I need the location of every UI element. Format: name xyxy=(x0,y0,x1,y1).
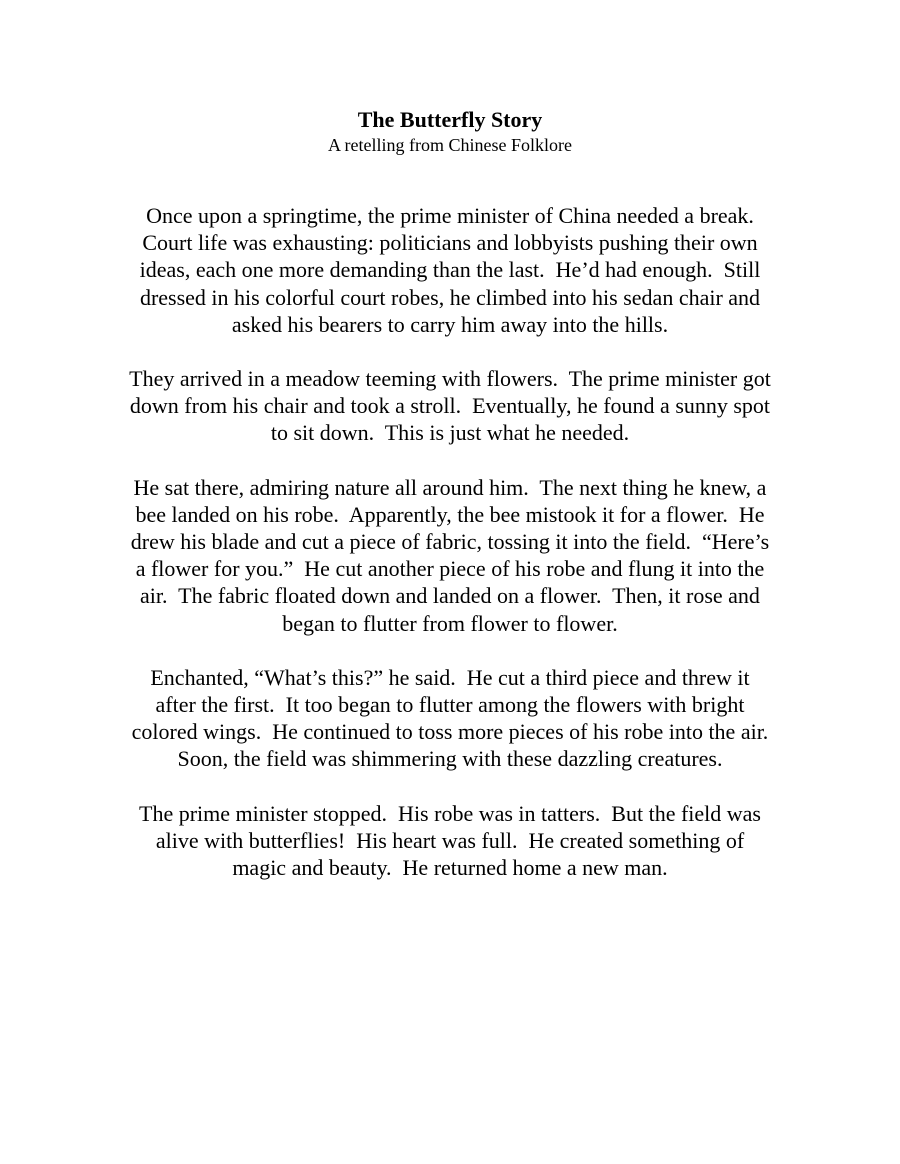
document-title: The Butterfly Story xyxy=(357,107,543,132)
text-line: down from his chair and took a stroll. Eventually, he found a sunny spot xyxy=(129,393,771,419)
text-line: began to flutter from flower to flower. xyxy=(282,610,618,636)
story-body xyxy=(90,202,810,908)
text-line: He sat there, admiring nature all around him. The next thing he knew, a xyxy=(133,474,767,500)
text-line: Soon, the field was shimmering with these dazzling creatures. xyxy=(177,746,723,772)
text-line: ideas, each one more demanding than the last. He’d had enough. Still xyxy=(139,257,761,283)
paragraph-3 xyxy=(90,474,810,637)
text-line: They arrived in a meadow teeming with flowers. The prime minister got xyxy=(129,366,771,392)
paragraph-4 xyxy=(90,664,810,773)
paragraph-5 xyxy=(90,800,810,882)
text-line: air. The fabric floated down and landed on a flower. Then, it rose and xyxy=(140,583,760,609)
text-line: drew his blade and cut a piece of fabric, tossing it into the field. “Here’s xyxy=(130,529,770,555)
document-header xyxy=(0,106,900,156)
text-line: colored wings. He continued to toss more pieces of his robe into the air. xyxy=(131,719,769,745)
paragraph-1 xyxy=(90,202,810,338)
text-line: asked his bearers to carry him away into the hills. xyxy=(231,311,669,337)
text-line: The prime minister stopped. His robe was in tatters. But the field was xyxy=(139,800,761,826)
text-line: dressed in his colorful court robes, he climbed into his sedan chair and xyxy=(139,284,761,310)
paragraph-2 xyxy=(90,365,810,447)
text-line: alive with butterflies! His heart was full. He created something of xyxy=(155,827,745,853)
text-line: a flower for you.” He cut another piece of his robe and flung it into the xyxy=(135,556,765,582)
text-line: bee landed on his robe. Apparently, the bee mistook it for a flower. He xyxy=(135,501,765,527)
text-line: magic and beauty. He returned home a new man. xyxy=(232,855,668,881)
text-line: after the first. It too began to flutter among the flowers with bright xyxy=(155,692,745,718)
text-line: Court life was exhausting: politicians and lobbyists pushing their own xyxy=(142,230,758,256)
text-line: to sit down. This is just what he needed. xyxy=(270,420,630,446)
text-line: Enchanted, “What’s this?” he said. He cut a third piece and threw it xyxy=(150,664,750,690)
document-subtitle: A retelling from Chinese Folklore xyxy=(328,135,572,155)
text-line: Once upon a springtime, the prime minister of China needed a break. xyxy=(146,203,754,228)
